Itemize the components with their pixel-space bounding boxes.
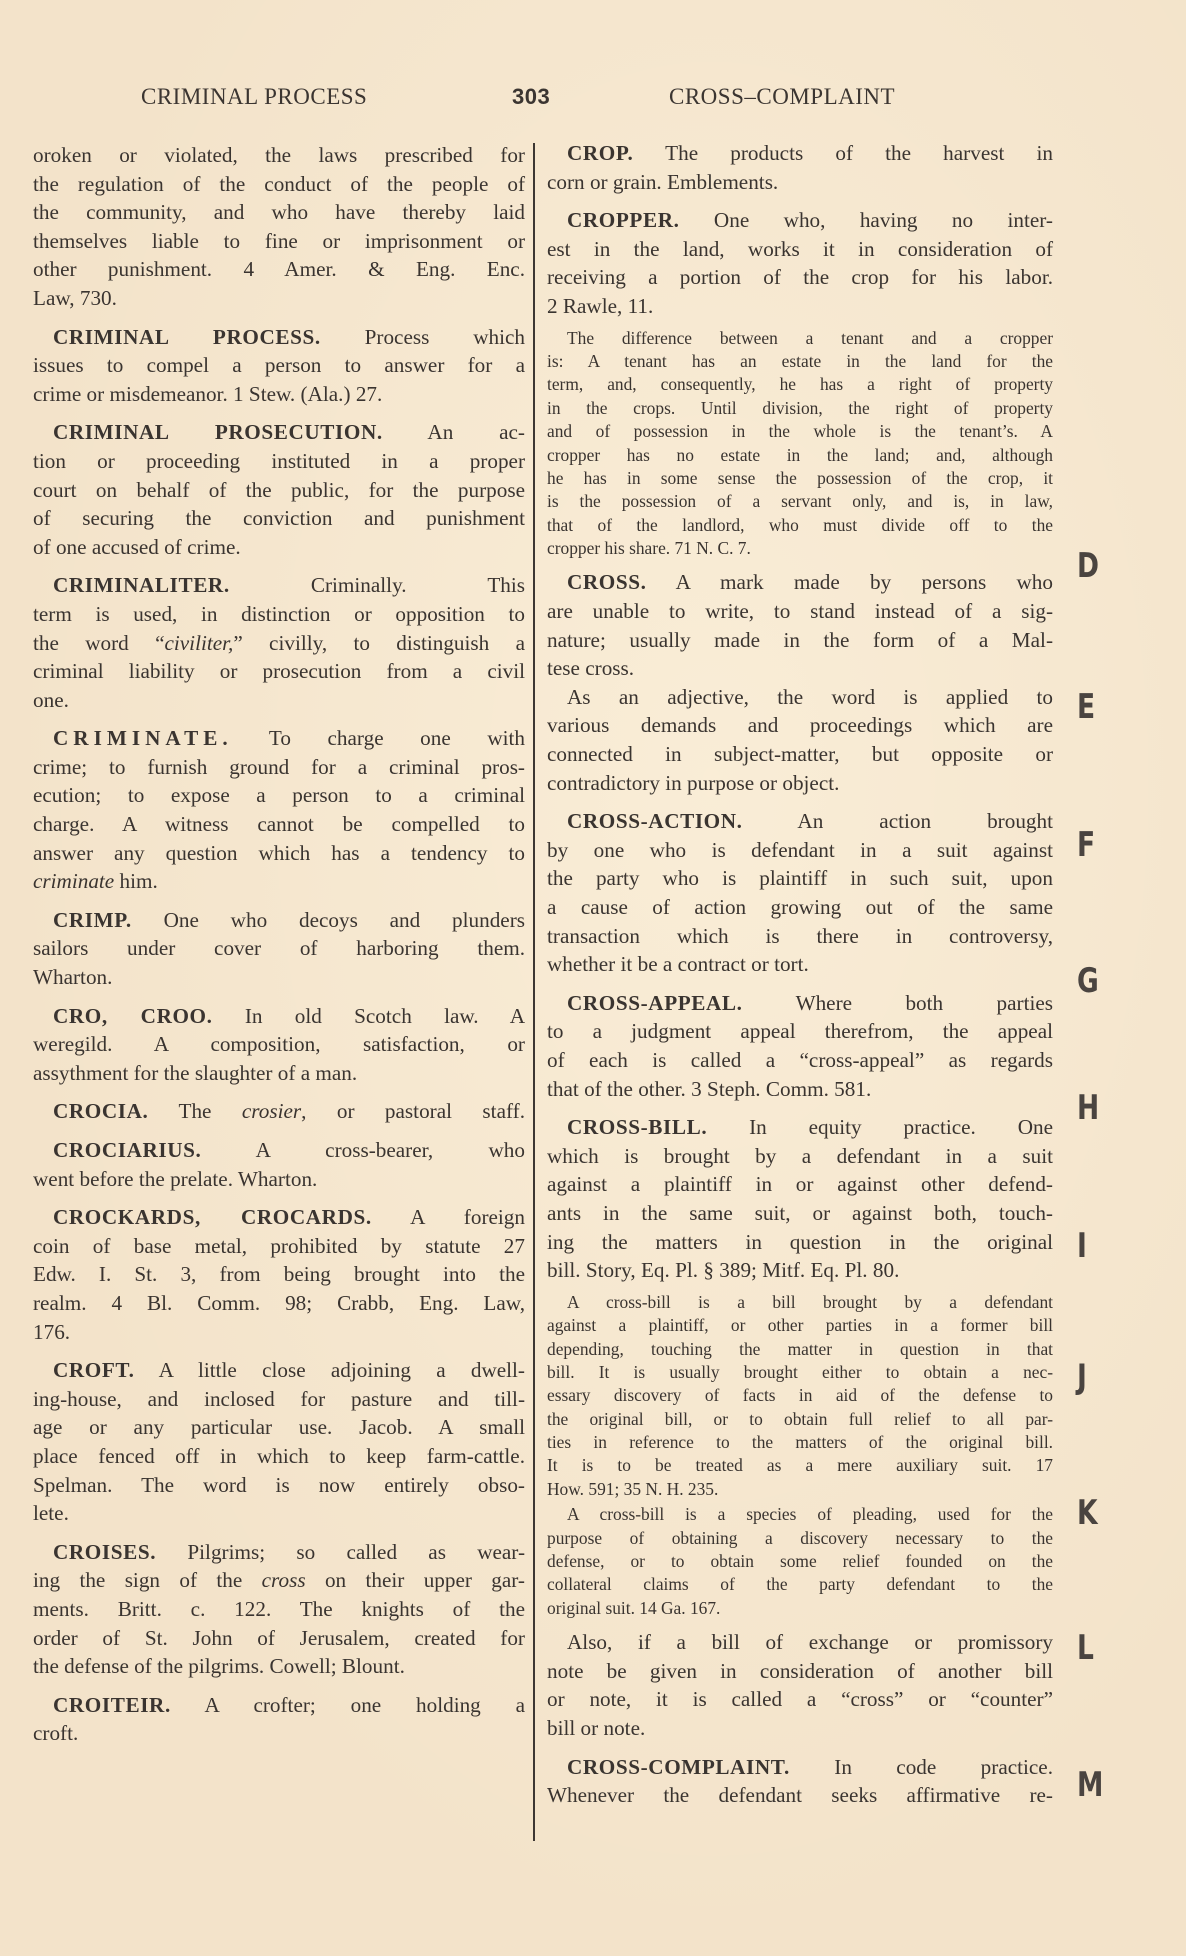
headword: CRO, CROO.: [53, 1003, 213, 1028]
text-line: whether it be a contract or tort.: [547, 952, 809, 977]
left-column: [33, 141, 525, 1758]
note-line: essary discovery of facts in aid of the defense to: [547, 1385, 1053, 1406]
text-line: sailors under cover of harboring them.: [33, 936, 525, 961]
text-line: est in the land, works it in consideration of: [547, 236, 1053, 261]
text-line: assythment for the slaughter of a man.: [33, 1060, 358, 1085]
text-line: Spelman. The word is now entirely obso-: [33, 1472, 525, 1497]
text-line: term is used, in distinction or opposition to: [33, 601, 525, 626]
text-line: As an adjective, the word is applied to: [567, 684, 1053, 709]
text-line: of each is called a “cross-appeal” as regards: [547, 1047, 1053, 1072]
definition-text: One who decoys and plunders: [163, 907, 525, 932]
italic-term: cross: [261, 1568, 306, 1593]
entry-continuation: [33, 141, 525, 313]
entry-first-line: [547, 139, 1053, 168]
entry-first-line: [547, 568, 1053, 597]
text-line: crime; to furnish ground for a criminal pros-: [33, 754, 525, 779]
headword: CROCIARIUS.: [53, 1138, 202, 1162]
headword: CROP.: [567, 141, 634, 165]
definition-text: Criminally. This: [310, 573, 525, 598]
entry-first-line: [33, 1002, 525, 1031]
entry-crocia: [33, 1097, 525, 1126]
note-line: that of the landlord, who must divide off to the: [547, 514, 1053, 535]
headword: CROSS-APPEAL.: [567, 990, 743, 1015]
entry-croft: [33, 1356, 525, 1528]
text-line: weregild. A composition, satisfaction, or: [33, 1032, 525, 1057]
entry-criminate: [33, 724, 525, 896]
entry-first-line: [33, 1203, 525, 1232]
text-line: connected in subject-matter, but opposite or: [547, 742, 1053, 767]
text-fragment: , or pastoral staff.: [301, 1099, 525, 1124]
note-line: ties in reference to the matters of the original bill.: [547, 1432, 1053, 1453]
text-fragment: him.: [114, 869, 158, 894]
note-line: against a plaintiff, or other parties in a former bill: [547, 1315, 1053, 1336]
entry-cross-bill: [547, 1113, 1053, 1285]
text-line: lete.: [33, 1501, 69, 1526]
entry-first-line: [33, 323, 525, 352]
text-line: by one who is defendant in a suit against: [547, 837, 1053, 862]
headword: CRIMINAL PROCESS.: [53, 324, 321, 349]
definition-text: In old Scotch law. A: [244, 1003, 525, 1028]
entry-croiteir: [33, 1691, 525, 1748]
entry-cross-complaint: [547, 1753, 1053, 1810]
definition-text: In code practice.: [834, 1754, 1054, 1779]
headword: CROSS.: [567, 570, 647, 595]
text-line: the party who is plaintiff in such suit, upon: [547, 866, 1053, 891]
column-divider: [533, 143, 535, 1841]
headword: CRIMINATE.: [53, 726, 233, 751]
definition-text: A crofter; one holding a: [204, 1692, 525, 1717]
text-line: Wharton.: [33, 965, 113, 990]
text-line: corn or grain. Emblements.: [547, 169, 779, 194]
text-line: ments. Britt. c. 122. The knights of the: [33, 1596, 525, 1621]
text-line: one.: [33, 687, 69, 712]
definition-text: An action brought: [797, 809, 1053, 834]
entry-first-line: [547, 1113, 1053, 1142]
text-line: the defense of the pilgrims. Cowell; Blount.: [33, 1654, 405, 1679]
thumb-index-k[interactable]: K: [1077, 1493, 1098, 1533]
headword: CROSS-BILL.: [567, 1115, 708, 1140]
note-line: The difference between a tenant and a cropper: [567, 327, 1053, 348]
entry-cropper: [547, 206, 1053, 320]
entry-first-line: [547, 206, 1053, 235]
headword: CROCIA.: [53, 1099, 149, 1124]
text-line: nature; usually made in the form of a Mal-: [547, 627, 1053, 652]
text-line: Also, if a bill of exchange or promissory: [567, 1630, 1053, 1655]
note-cross-bill-1: [547, 1291, 1053, 1502]
entry-croises: [33, 1538, 525, 1681]
entry-first-line: [33, 1356, 525, 1385]
text-line: realm. 4 Bl. Comm. 98; Crabb, Eng. Law,: [33, 1290, 525, 1315]
text-fragment: ” civilly, to distinguish a: [233, 630, 525, 655]
note-line: depending, touching the matter in question in that: [547, 1338, 1053, 1359]
text-line: other punishment. 4 Amer. & Eng. Enc.: [33, 257, 525, 282]
entry-cro-croo: [33, 1002, 525, 1088]
text-line: receiving a portion of the crop for his labor.: [547, 265, 1053, 290]
note-line: is: A tenant has an estate in the land for the: [547, 350, 1053, 371]
italic-term: crosier: [241, 1099, 302, 1124]
entry-first-line: [33, 906, 525, 935]
text-line: 176.: [33, 1319, 71, 1344]
headword: CRIMP.: [53, 907, 132, 932]
thumb-index-e[interactable]: E: [1077, 687, 1096, 727]
text-line: transaction which is there in controversy,: [547, 923, 1053, 948]
note-line: collateral claims of the party defendant to the: [547, 1574, 1053, 1595]
definition-text: In equity practice. One: [749, 1115, 1053, 1140]
entry-criminal-process: [33, 323, 525, 409]
note-line: he has in some sense the possession of the crop, it: [547, 467, 1053, 488]
text-line: ing the matters in question in the original: [547, 1229, 1053, 1254]
headword: CROSS-ACTION.: [567, 809, 743, 834]
text-line: place fenced off in which to keep farm-cattle.: [33, 1443, 525, 1468]
note-line: and of possession in the whole is the tenant’s. A: [547, 421, 1053, 442]
text-line: 2 Rawle, 11.: [547, 293, 654, 318]
entry-first-line: [547, 989, 1053, 1018]
text-line: Edw. I. St. 3, from being brought into the: [33, 1262, 525, 1287]
text-line: [33, 1566, 525, 1595]
running-head: [0, 84, 1186, 116]
text-line: to a judgment appeal therefrom, the appeal: [547, 1019, 1053, 1044]
headword: CROFT.: [53, 1358, 135, 1383]
definition-text: A foreign: [410, 1205, 525, 1230]
text-line: against a plaintiff in or against other defend-: [547, 1172, 1053, 1197]
paragraph-also: [547, 1628, 1053, 1742]
note-line: cropper his share. 71 N. C. 7.: [547, 538, 751, 559]
text-line: issues to compel a person to answer for a: [33, 353, 525, 378]
thumb-index-j[interactable]: J: [1077, 1357, 1087, 1397]
text-line: which is brought by a defendant in a suit: [547, 1143, 1053, 1168]
entry-first-line: [33, 724, 525, 753]
text-line: that of the other. 3 Steph. Comm. 581.: [547, 1076, 872, 1101]
definition-text: One who, having no inter-: [713, 208, 1053, 233]
text-line: charge. A witness cannot be compelled to: [33, 812, 525, 837]
text-line: the community, and who have thereby laid: [33, 200, 525, 225]
definition-text: An ac-: [427, 420, 525, 445]
entry-first-line: [33, 1097, 525, 1126]
text-line: bill. Story, Eq. Pl. § 389; Mitf. Eq. Pl. 80.: [547, 1258, 900, 1283]
guide-word-left: CRIMINAL PROCESS: [141, 84, 368, 109]
italic-term: civiliter,: [164, 630, 234, 655]
entry-crociarius: [33, 1136, 525, 1193]
entry-first-line: [33, 571, 525, 600]
text-fragment: the word “: [33, 630, 165, 655]
note-line: A cross-bill is a bill brought by a defendant: [567, 1291, 1053, 1312]
italic-term: criminate: [33, 869, 115, 894]
text-line: oroken or violated, the laws prescribed for: [33, 143, 525, 167]
text-line: Law, 730.: [33, 285, 117, 310]
text-line: ecution; to expose a person to a criminal: [33, 783, 525, 808]
note-line: in the crops. Until division, the right of property: [547, 397, 1053, 418]
text-line: Whenever the defendant seeks affirmative re-: [547, 1783, 1053, 1808]
entry-criminaliter: [33, 571, 525, 714]
text-line: answer any question which has a tendency to: [33, 840, 525, 865]
entry-first-line: [33, 1538, 525, 1567]
text-fragment: The: [178, 1099, 242, 1124]
entry-crop: [547, 139, 1053, 196]
thumb-index-h[interactable]: H: [1077, 1088, 1100, 1128]
thumb-index-l[interactable]: L: [1077, 1628, 1094, 1668]
text-line: bill or note.: [547, 1715, 646, 1740]
text-line: ing-house, and inclosed for pasture and till-: [33, 1386, 525, 1411]
entry-criminal-prosecution: [33, 418, 525, 561]
right-column: [547, 139, 1053, 1820]
text-line: tion or proceeding instituted in a proper: [33, 448, 525, 473]
text-line: [33, 867, 525, 896]
text-line: age or any particular use. Jacob. A small: [33, 1415, 525, 1440]
note-line: original suit. 14 Ga. 167.: [547, 1597, 721, 1618]
guide-word-right: CROSS–COMPLAINT: [669, 84, 896, 109]
text-line: themselves liable to fine or imprisonment or: [33, 228, 525, 253]
headword: CRIMINAL PROSECUTION.: [53, 420, 383, 445]
text-line: order of St. John of Jerusalem, created for: [33, 1625, 525, 1650]
note-cropper: [547, 327, 1053, 561]
thumb-index-d[interactable]: D: [1077, 546, 1100, 586]
text-line: court on behalf of the public, for the purpose: [33, 477, 525, 502]
definition-text: The products of the harvest in: [665, 141, 1053, 165]
note-line: bill. It is usually brought either to obtain a nec-: [547, 1361, 1053, 1382]
text-line: went before the prelate. Wharton.: [33, 1166, 318, 1191]
text-fragment: on their upper gar-: [305, 1568, 525, 1593]
text-line: of securing the conviction and punishment: [33, 506, 525, 531]
entry-cross-action: [547, 807, 1053, 979]
text-line: various demands and proceedings which are: [547, 713, 1053, 738]
definition-text: A mark made by persons who: [675, 570, 1053, 595]
definition-text: Pilgrims; so called as wear-: [187, 1539, 525, 1564]
definition-text: Process which: [364, 324, 526, 349]
entry-first-line: [33, 1136, 525, 1165]
text-line: the regulation of the conduct of the people of: [33, 171, 525, 196]
note-line: cropper has no estate in the land; and, although: [547, 444, 1053, 465]
note-line: purpose of obtaining a discovery necessary to the: [547, 1527, 1053, 1548]
text-line: are unable to write, to stand instead of a sig-: [547, 599, 1053, 624]
headword: CROCKARDS, CROCARDS.: [53, 1205, 372, 1230]
note-cross-bill-2: [547, 1503, 1053, 1620]
entry-first-line: [547, 1753, 1053, 1782]
text-line: [33, 629, 525, 658]
headword: CROISES.: [53, 1539, 157, 1564]
headword: CRIMINALITER.: [53, 573, 230, 598]
text-line: tese cross.: [547, 656, 635, 681]
text-line: ants in the same suit, or against both, touch-: [547, 1200, 1053, 1225]
headword: CROITEIR.: [53, 1692, 171, 1717]
text-line: croft.: [33, 1721, 79, 1746]
entry-first-line: [33, 1691, 525, 1720]
entry-crimp: [33, 906, 525, 992]
headword: CROSS-COMPLAINT.: [567, 1754, 790, 1779]
definition-text: A little close adjoining a dwell-: [158, 1358, 525, 1383]
thumb-index-f[interactable]: F: [1077, 825, 1096, 865]
text-line: coin of base metal, prohibited by statute 27: [33, 1233, 525, 1258]
entry-first-line: [547, 807, 1053, 836]
thumb-index-i[interactable]: I: [1077, 1226, 1087, 1266]
note-line: term, and, consequently, he has a right of property: [547, 374, 1053, 395]
headword: CROPPER.: [567, 208, 680, 233]
text-line: or note, it is called a “cross” or “counter”: [547, 1687, 1053, 1712]
text-line: note be given in consideration of another bill: [547, 1658, 1053, 1683]
note-line: How. 591; 35 N. H. 235.: [547, 1478, 719, 1499]
thumb-index-m[interactable]: M: [1077, 1765, 1104, 1805]
text-line: contradictory in purpose or object.: [547, 770, 840, 795]
note-line: the original bill, or to obtain full relief to all par-: [547, 1408, 1053, 1429]
definition-text: To charge one with: [268, 726, 526, 751]
thumb-index-g[interactable]: G: [1077, 961, 1099, 1001]
note-line: A cross-bill is a species of pleading, used for the: [567, 1504, 1053, 1525]
text-line: of one accused of crime.: [33, 534, 241, 559]
text-line: a cause of action growing out of the same: [547, 895, 1053, 919]
definition-text: Where both parties: [795, 990, 1053, 1015]
entry-crockards: [33, 1203, 525, 1346]
page-number: 303: [512, 84, 551, 109]
text-fragment: ing the sign of the: [33, 1568, 262, 1593]
text-line: criminal liability or prosecution from a civil: [33, 659, 525, 684]
entry-cross-appeal: [547, 989, 1053, 1103]
note-line: It is to be treated as a mere auxiliary suit. 17: [547, 1455, 1053, 1476]
text-line: crime or misdemeanor. 1 Stew. (Ala.) 27.: [33, 381, 383, 406]
entry-first-line: [33, 418, 525, 447]
note-line: defense, or to obtain some relief founded on the: [547, 1551, 1053, 1572]
definition-text: A cross-bearer, who: [255, 1138, 525, 1162]
entry-cross: [547, 568, 1053, 797]
note-line: is the possession of a servant only, and is, in law,: [547, 491, 1053, 512]
